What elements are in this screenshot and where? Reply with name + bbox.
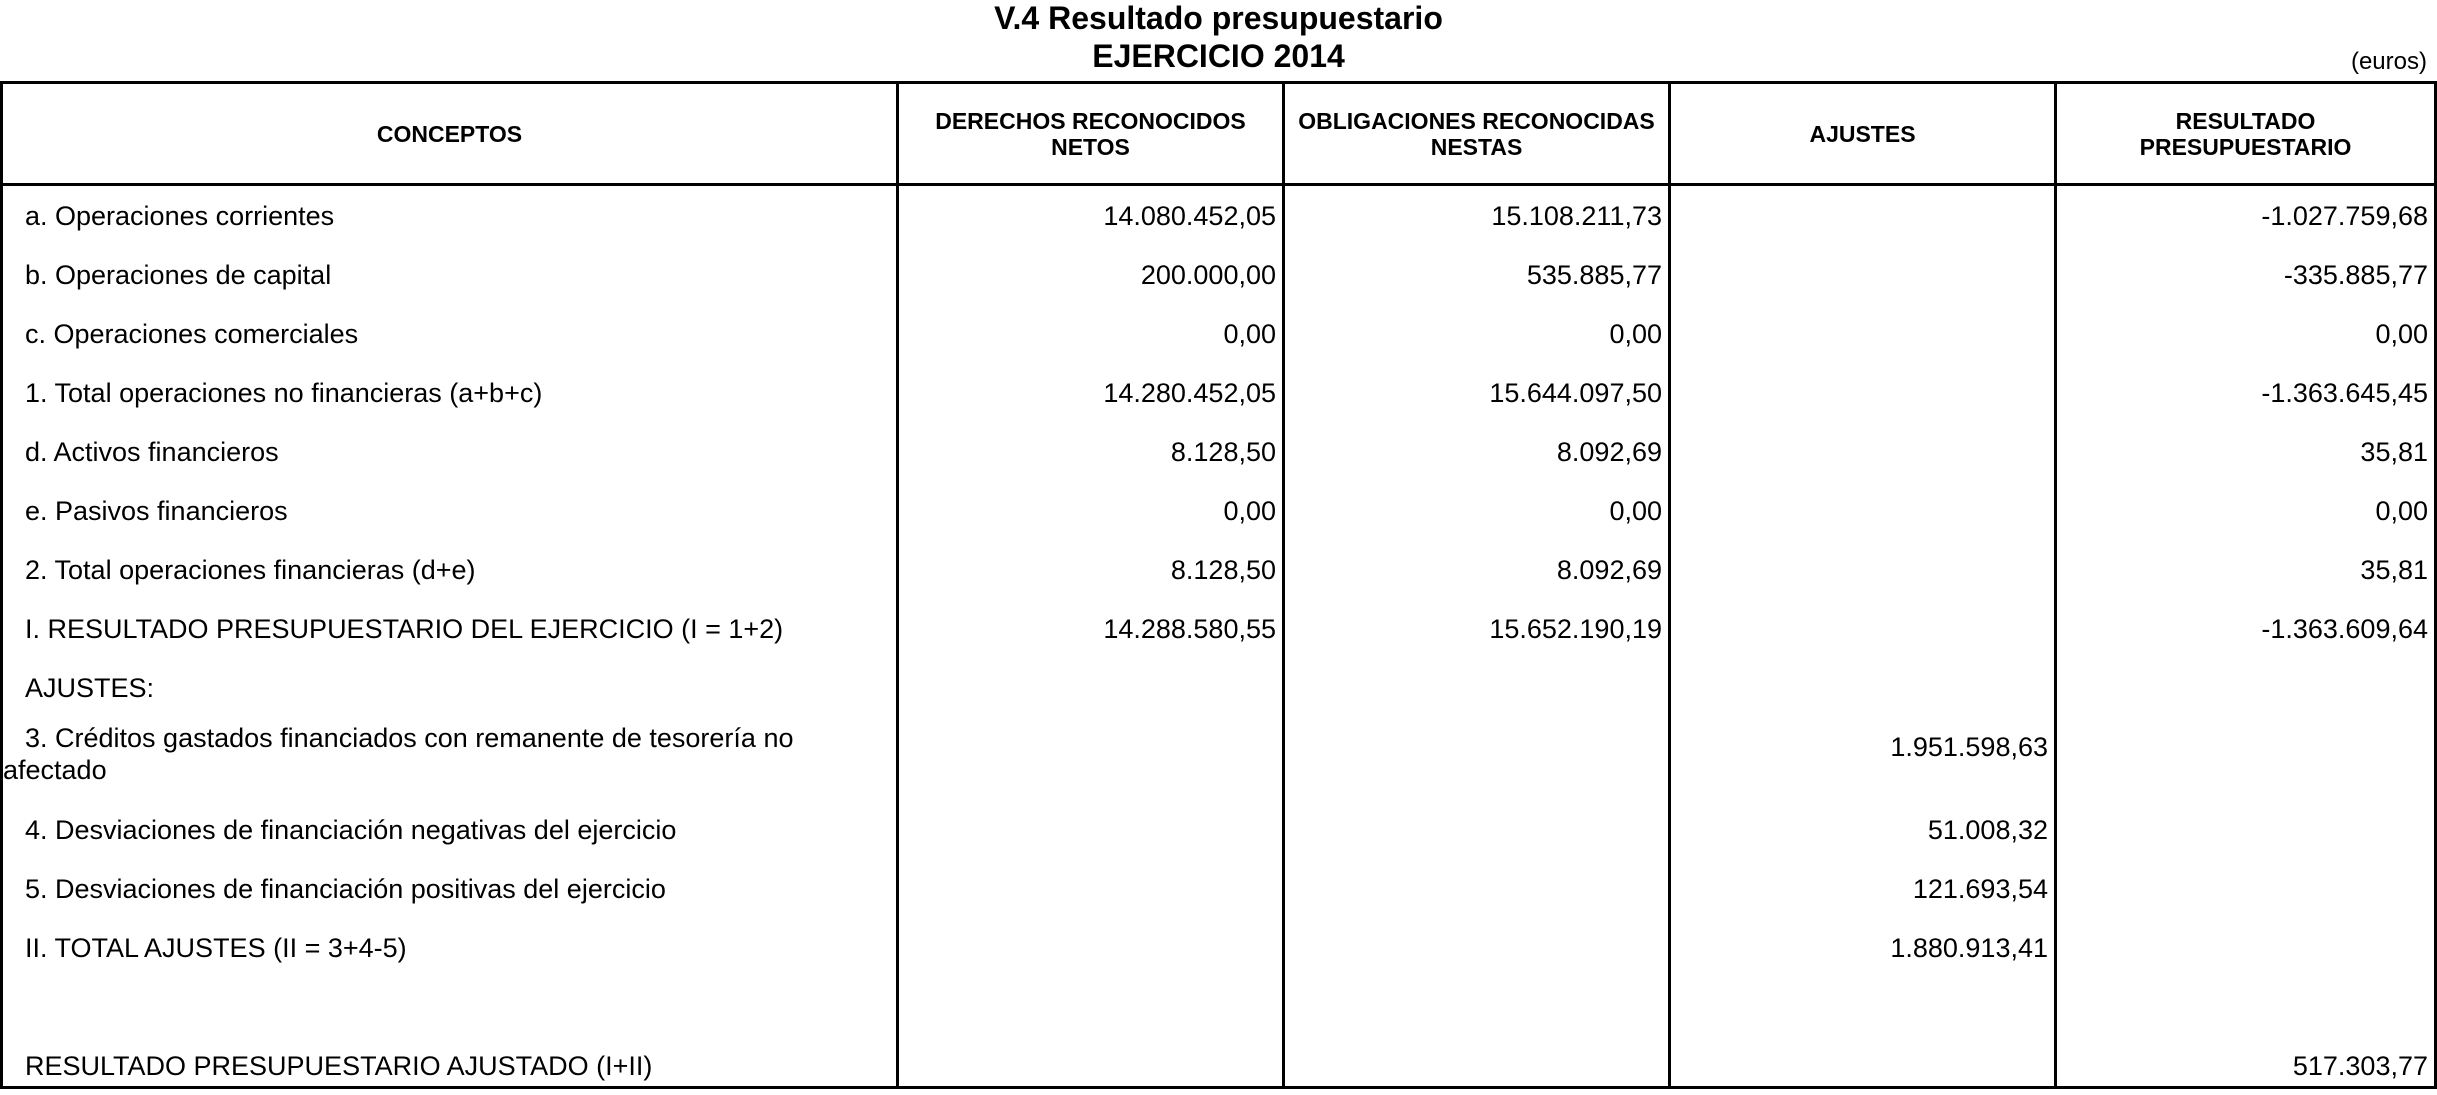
row-derechos: 14.280.452,05: [1103, 377, 1276, 408]
row-ajustes: [1671, 540, 2054, 599]
row-obligaciones: 15.644.097,50: [1489, 377, 1662, 408]
row-ajustes: 121.693,54: [1912, 873, 2048, 904]
table-row: [3, 918, 2434, 977]
units-label: (euros): [2350, 48, 2427, 75]
row-derechos: [899, 1036, 1282, 1095]
table-row: [3, 1036, 2434, 1095]
row-resultado: [2057, 717, 2434, 776]
row-concept: a. Operaciones corrientes: [25, 200, 335, 231]
row-obligaciones: 15.652.190,19: [1489, 613, 1662, 644]
table-row: [3, 658, 2434, 717]
row-resultado: -1.363.645,45: [2261, 377, 2428, 408]
table-row: [3, 717, 2434, 797]
row-concept: 4. Desviaciones de financiación negativas del ejercicio: [25, 814, 677, 845]
row-resultado: [2057, 658, 2434, 717]
row-ajustes: [1671, 658, 2054, 717]
row-derechos: [899, 918, 1282, 977]
row-concept: 2. Total operaciones financieras (d+e): [25, 554, 476, 585]
row-derechos: [899, 658, 1282, 717]
row-ajustes: [1671, 422, 2054, 481]
row-resultado: 0,00: [2375, 318, 2428, 349]
row-ajustes: [1671, 186, 2054, 245]
row-resultado: -1.027.759,68: [2261, 200, 2428, 231]
row-obligaciones: 15.108.211,73: [1491, 200, 1662, 231]
row-obligaciones: [1285, 859, 1668, 918]
row-concept: RESULTADO PRESUPUESTARIO AJUSTADO (I+II): [25, 1050, 653, 1081]
row-derechos: 200.000,00: [1140, 259, 1276, 290]
row-obligaciones: 8.092,69: [1556, 554, 1662, 585]
row-ajustes: [1671, 304, 2054, 363]
table-row: [3, 481, 2434, 540]
table-row: [3, 422, 2434, 481]
row-concept: 1. Total operaciones no financieras (a+b+c): [25, 377, 543, 408]
row-ajustes: 1.951.598,63: [1890, 731, 2048, 762]
table-row: [3, 800, 2434, 859]
page-subtitle: EJERCICIO 2014: [1092, 38, 1345, 74]
row-resultado: -335.885,77: [2283, 259, 2428, 290]
table-row: [3, 186, 2434, 245]
row-ajustes: [1671, 363, 2054, 422]
row-derechos: [899, 800, 1282, 859]
row-obligaciones: 0,00: [1609, 318, 1662, 349]
row-concept: e. Pasivos financieros: [25, 495, 288, 526]
row-derechos: 0,00: [1223, 495, 1276, 526]
budget-result-table: [0, 81, 2437, 1089]
row-obligaciones: [1285, 658, 1668, 717]
row-ajustes: 51.008,32: [1927, 814, 2048, 845]
row-resultado: 0,00: [2375, 495, 2428, 526]
row-obligaciones: 8.092,69: [1556, 436, 1662, 467]
row-obligaciones: 535.885,77: [1526, 259, 1662, 290]
row-obligaciones: [1285, 918, 1668, 977]
row-concept: b. Operaciones de capital: [25, 259, 332, 290]
column-header-obligaciones: OBLIGACIONES RECONOCIDAS NESTAS: [1298, 107, 1655, 160]
row-resultado: 35,81: [2360, 436, 2428, 467]
row-obligaciones: [1285, 800, 1668, 859]
column-header-ajustes: AJUSTES: [1809, 120, 1916, 147]
column-header-resultado: RESULTADO PRESUPUESTARIO: [2139, 107, 2352, 160]
column-header-derechos: DERECHOS RECONOCIDOS NETOS: [935, 107, 1246, 160]
row-resultado: -1.363.609,64: [2261, 613, 2428, 644]
row-ajustes: [1671, 481, 2054, 540]
table-row: [3, 363, 2434, 422]
row-derechos: [899, 859, 1282, 918]
row-resultado: [2057, 918, 2434, 977]
row-ajustes: [1671, 599, 2054, 658]
row-derechos: 14.288.580,55: [1103, 613, 1276, 644]
row-derechos: 14.080.452,05: [1103, 200, 1276, 231]
row-concept: I. RESULTADO PRESUPUESTARIO DEL EJERCICIO (I = 1+2): [25, 613, 784, 644]
table-row: [3, 304, 2434, 363]
row-concept: AJUSTES:: [25, 672, 155, 703]
row-concept: 5. Desviaciones de financiación positivas del ejercicio: [25, 873, 666, 904]
page-title: V.4 Resultado presupuestario: [994, 0, 1443, 36]
row-obligaciones: [1285, 717, 1668, 776]
column-header-conceptos: CONCEPTOS: [376, 120, 523, 147]
row-resultado: 35,81: [2360, 554, 2428, 585]
row-ajustes: 1.880.913,41: [1890, 932, 2048, 963]
row-obligaciones: [1285, 1036, 1668, 1095]
table-row: [3, 540, 2434, 599]
table-row: [3, 859, 2434, 918]
row-derechos: [899, 717, 1282, 776]
row-ajustes: [1671, 1036, 2054, 1095]
row-concept: d. Activos financieros: [25, 436, 279, 467]
row-derechos: 8.128,50: [1170, 554, 1276, 585]
row-resultado: [2057, 859, 2434, 918]
row-derechos: 0,00: [1223, 318, 1276, 349]
table-row: [3, 599, 2434, 658]
row-derechos: 8.128,50: [1170, 436, 1276, 467]
row-resultado: 517.303,77: [2292, 1050, 2428, 1081]
row-resultado: [2057, 800, 2434, 859]
row-concept: 3. Créditos gastados financiados con remanente de tesorería no afectado: [3, 723, 794, 785]
table-row: [3, 245, 2434, 304]
row-concept: II. TOTAL AJUSTES (II = 3+4-5): [25, 932, 407, 963]
row-ajustes: [1671, 245, 2054, 304]
row-concept: c. Operaciones comerciales: [25, 318, 359, 349]
row-obligaciones: 0,00: [1609, 495, 1662, 526]
